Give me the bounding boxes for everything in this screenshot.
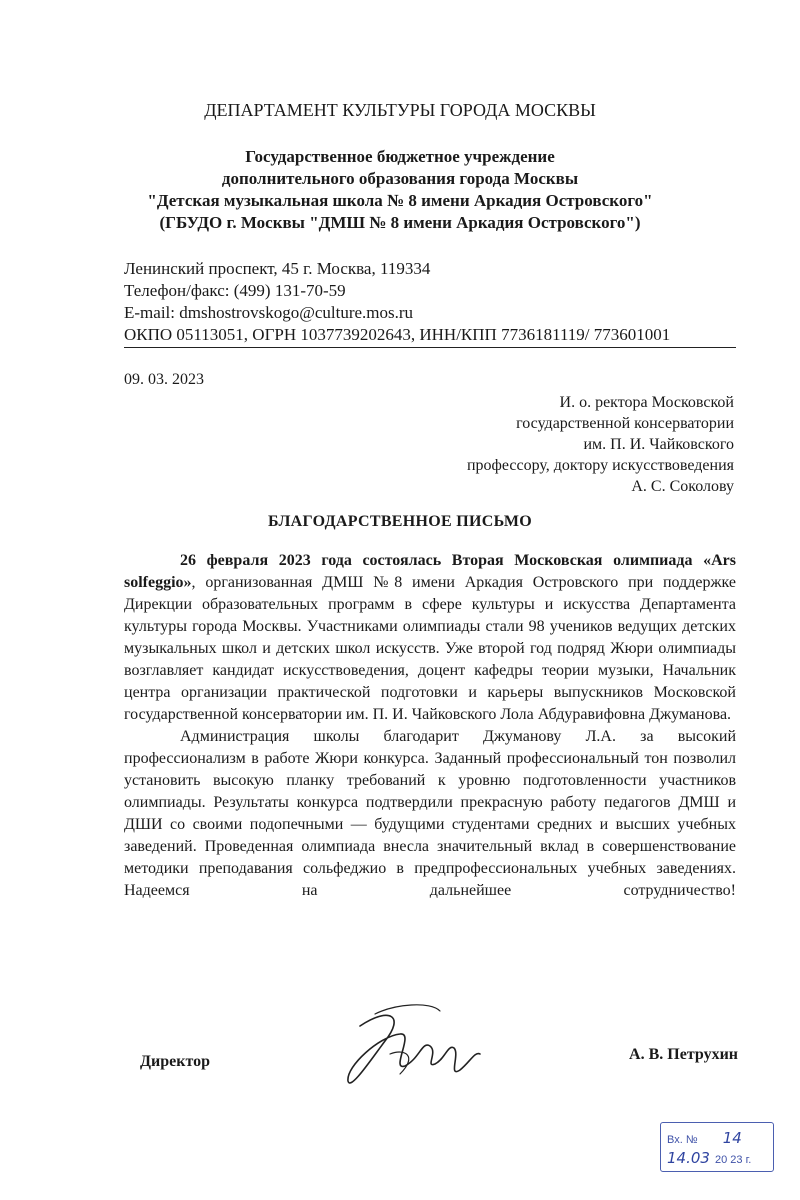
recipient-line: А. С. Соколову bbox=[631, 478, 734, 495]
registration-codes: ОКПО 05113051, ОГРН 1037739202643, ИНН/КПП 7736181119/ 773601001 bbox=[124, 324, 736, 348]
incoming-stamp bbox=[660, 1122, 774, 1172]
stamp-year: 20 23 г. bbox=[715, 1154, 752, 1166]
body-paragraph bbox=[124, 550, 736, 726]
stamp-row-number bbox=[667, 1129, 742, 1147]
contact-block bbox=[124, 258, 736, 348]
stamp-row-date bbox=[667, 1149, 751, 1167]
phone: Телефон/факс: (499) 131-70-59 bbox=[124, 281, 346, 300]
recipient-line: им. П. И. Чайковского bbox=[583, 436, 734, 453]
address: Ленинский проспект, 45 г. Москва, 119334 bbox=[124, 259, 431, 278]
recipient-line: И. о. ректора Московской bbox=[559, 394, 734, 411]
stamp-label: Вх. № bbox=[667, 1134, 698, 1146]
org-line: (ГБУДО г. Москвы "ДМШ № 8 имени Аркадия Островского") bbox=[159, 213, 641, 232]
email: E-mail: dmshostrovskogo@culture.mos.ru bbox=[124, 303, 414, 322]
recipient-block bbox=[467, 392, 734, 497]
body-lead-bold: 26 февраля 2023 года состоялась Вторая Московская олимпиада «Ars solfeggio» bbox=[124, 552, 736, 591]
letter-title: БЛАГОДАРСТВЕННОЕ ПИСЬМО bbox=[267, 513, 533, 530]
org-line: "Детская музыкальная школа № 8 имени Аркадия Островского" bbox=[147, 191, 653, 210]
body-lead-rest: , организованная ДМШ №8 имени Аркадия Островского при поддержке Дирекции образовательных программ в сфере культуры и искусства Департамента культуры города Москвы. Участниками олимпиады стали 98 учеников ведущих детских музыкальных школ и детских школ искусств. Уже второй год подряд Жюри олимпиады возглавляет кандидат искусствоведения, доцент кафедры теории музыки, Начальник центра организации практической подготовки и карьеры выпускников Московской государственной консерватории им. П. И. Чайковского Лола Абдуравифовна Джуманова. bbox=[124, 574, 736, 723]
recipient-line: профессору, доктору искусствоведения bbox=[466, 457, 734, 474]
recipient-line: государственной консерватории bbox=[516, 415, 734, 432]
handwritten-signature bbox=[330, 996, 500, 1096]
stamp-number: 14 bbox=[722, 1129, 742, 1147]
signer-position: Директор bbox=[140, 1053, 210, 1070]
organization-name bbox=[0, 146, 800, 234]
signer-name: А. В. Петрухин bbox=[629, 1046, 738, 1063]
body-paragraph: Администрация школы благодарит Джуманову Л.А. за высокий профессионализм в работе Жюри конкурса. Заданный профессиональный тон позволил установить высокую планку требований к уровню подготовленности участников олимпиады. Результаты конкурса подтвердили прекрасную работу педагогов ДМШ и ДШИ со своими подопечными — будущими студентами средних и высших учебных заведений. Проведенная олимпиада внесла значительный вклад в совершенствование методики преподавания сольфеджио в предпрофессиональных учебных заведениях. Надеемся на дальнейшее сотрудничество! bbox=[124, 728, 736, 899]
letter-date: 09. 03. 2023 bbox=[124, 371, 204, 388]
department-title: ДЕПАРТАМЕНТ КУЛЬТУРЫ ГОРОДА МОСКВЫ bbox=[204, 100, 596, 120]
org-line: Государственное бюджетное учреждение bbox=[245, 147, 555, 166]
stamp-date: 14.03 bbox=[667, 1149, 710, 1167]
org-line: дополнительного образования города Москвы bbox=[221, 169, 579, 188]
letter-body bbox=[124, 550, 736, 902]
